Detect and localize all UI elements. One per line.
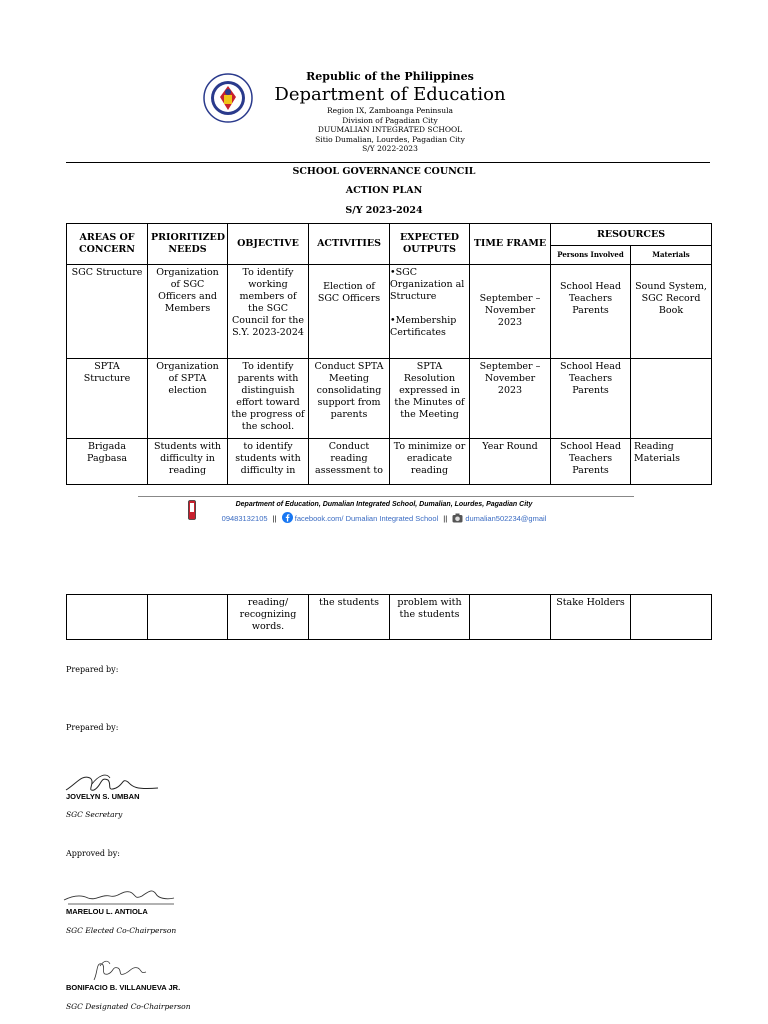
header-persons: Persons Involved bbox=[551, 246, 631, 265]
signature-elected bbox=[62, 884, 177, 908]
header-needs: PRIORITIZED NEEDS bbox=[148, 224, 228, 265]
cell-needs: Organization of SGC Officers and Members bbox=[148, 265, 228, 359]
action-plan-table-continued bbox=[66, 594, 712, 640]
cell-outputs: SPTA Resolution expressed in the Minutes of the Meeting bbox=[390, 359, 470, 439]
header-school-year: S/Y 2022-2023 bbox=[362, 144, 418, 153]
cell-persons: School Head Teachers Parents bbox=[551, 265, 631, 359]
action-plan-table bbox=[66, 223, 712, 485]
secretary-role: SGC Secretary bbox=[66, 810, 123, 819]
division-text: Division of Pagadian City bbox=[342, 115, 438, 125]
cell-timeframe: September – November 2023 bbox=[470, 265, 551, 359]
designated-cochair-name: BONIFACIO B. VILLANUEVA JR. bbox=[66, 983, 181, 992]
footer-divider bbox=[138, 496, 634, 497]
footer-facebook[interactable]: facebook.com/ Dumalian Integrated School bbox=[294, 514, 439, 523]
cell-persons: School Head Teachers Parents bbox=[551, 359, 631, 439]
cell-outputs: problem with the students bbox=[390, 595, 470, 640]
elected-cochair-name: MARELOU L. ANTIOLA bbox=[66, 907, 148, 916]
cell-objective: reading/ recognizing words. bbox=[228, 595, 309, 640]
cell-persons: Stake Holders bbox=[551, 595, 631, 640]
region-text: Region IX, Zamboanga Peninsula bbox=[327, 106, 453, 115]
table-row bbox=[67, 439, 712, 485]
school-address: Sitio Dumalian, Lourdes, Pagadian City bbox=[315, 134, 465, 144]
cell-materials: Sound System, SGC Record Book bbox=[631, 265, 712, 359]
facebook-icon bbox=[282, 512, 293, 523]
prepared-by-label: Prepared by: bbox=[66, 665, 119, 674]
signature-designated bbox=[88, 958, 148, 984]
cell-needs: Students with difficulty in reading bbox=[148, 439, 228, 485]
cell-area: SPTA Structure bbox=[67, 359, 148, 439]
header-divider bbox=[66, 162, 710, 163]
cell-persons: School Head Teachers Parents bbox=[551, 439, 631, 485]
table-row bbox=[67, 359, 712, 439]
cell-activities: Conduct SPTA Meeting consolidating support from parents bbox=[309, 359, 390, 439]
footer-address: Department of Education, Dumalian Integrated School, Dumalian, Lourdes, Pagadian City bbox=[235, 501, 533, 508]
department-name: Department of Education bbox=[274, 84, 506, 105]
designated-cochair-role: SGC Designated Co-Chairperson bbox=[66, 1002, 191, 1011]
cell-materials: Reading Materials bbox=[631, 439, 712, 485]
cell-objective: To identify parents with distinguish effort toward the progress of the school. bbox=[228, 359, 309, 439]
secretary-name: JOVELYN S. UMBAN bbox=[66, 792, 140, 801]
camera-icon bbox=[452, 513, 463, 523]
cell-outputs bbox=[390, 265, 470, 359]
elected-cochair-role: SGC Elected Co-Chairperson bbox=[66, 926, 177, 935]
cell-activities: Conduct reading assessment to bbox=[309, 439, 390, 485]
header-materials: Materials bbox=[631, 246, 712, 265]
cell-timeframe: September – November 2023 bbox=[470, 359, 551, 439]
footer-phone: 09483132105 bbox=[221, 514, 268, 523]
table-row bbox=[67, 265, 712, 359]
doc-school-year: S/Y 2023-2024 bbox=[345, 205, 423, 216]
doc-subtitle: ACTION PLAN bbox=[345, 185, 423, 196]
output-item: •SGC Organization al Structure bbox=[390, 267, 465, 302]
footer-contacts bbox=[0, 512, 768, 523]
cell-materials bbox=[631, 359, 712, 439]
cell-timeframe bbox=[470, 595, 551, 640]
cell-timeframe: Year Round bbox=[470, 439, 551, 485]
header-outputs: EXPECTED OUTPUTS bbox=[390, 224, 470, 265]
cell-materials bbox=[631, 595, 712, 640]
header-timeframe: TIME FRAME bbox=[470, 224, 551, 265]
prepared-by-label: Prepared by: bbox=[66, 723, 119, 732]
republic-text: Republic of the Philippines bbox=[306, 70, 474, 83]
cell-objective: to identify students with difficulty in bbox=[228, 439, 309, 485]
footer-email[interactable]: dumalian502234@gmail bbox=[465, 514, 547, 523]
approved-by-label: Approved by: bbox=[66, 849, 120, 858]
cell-activities: the students bbox=[309, 595, 390, 640]
header-resources: RESOURCES bbox=[551, 224, 712, 246]
cell-objective: To identify working members of the SGC Council for the S.Y. 2023-2024 bbox=[228, 265, 309, 359]
cell-activities: Election of SGC Officers bbox=[309, 265, 390, 359]
output-item: •Membership Certificates bbox=[390, 315, 457, 338]
cell-area: Brigada Pagbasa bbox=[67, 439, 148, 485]
school-name: DUUMALIAN INTEGRATED SCHOOL bbox=[317, 125, 463, 134]
cell-area bbox=[67, 595, 148, 640]
letterhead bbox=[240, 70, 540, 154]
cell-area: SGC Structure bbox=[67, 265, 148, 359]
footer-separator: || bbox=[272, 514, 277, 523]
footer-separator: || bbox=[443, 514, 448, 523]
cell-needs bbox=[148, 595, 228, 640]
header-areas: AREAS OF CONCERN bbox=[67, 224, 148, 265]
table-row bbox=[67, 595, 712, 640]
header-objective: OBJECTIVE bbox=[228, 224, 309, 265]
header-activities: ACTIVITIES bbox=[309, 224, 390, 265]
cell-outputs: To minimize or eradicate reading bbox=[390, 439, 470, 485]
cell-needs: Organization of SPTA election bbox=[148, 359, 228, 439]
doc-title: SCHOOL GOVERNANCE COUNCIL bbox=[292, 166, 476, 177]
